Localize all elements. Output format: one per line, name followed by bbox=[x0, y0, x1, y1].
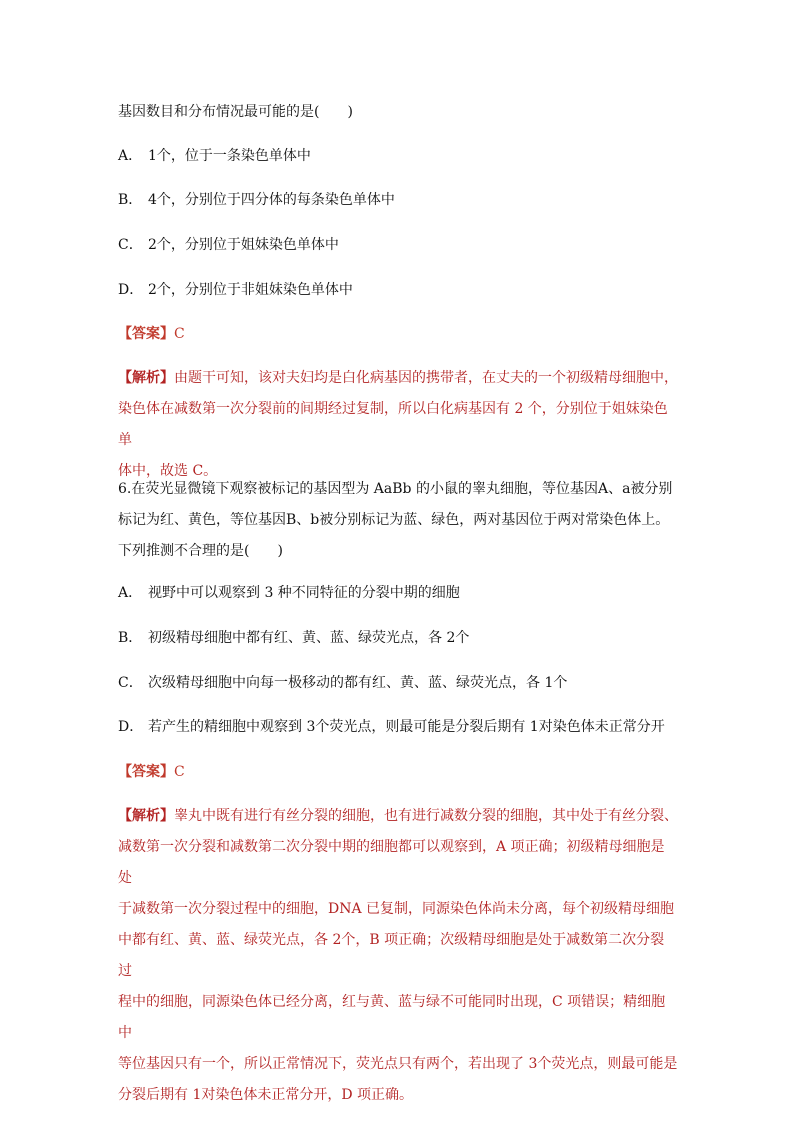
analysis-line: 体中，故选 C。 bbox=[118, 463, 218, 479]
analysis-line: 减数第一次分裂和减数第二次分裂中期的细胞都可以观察到，A 项正确；初级精母细胞是处 bbox=[118, 839, 665, 886]
option-letter: D． bbox=[118, 282, 144, 298]
analysis-line: 染色体在减数第一次分裂前的间期经过复制，所以白化病基因有 2 个，分别位于姐妹染色单 bbox=[118, 401, 668, 448]
answer-value: C bbox=[174, 326, 185, 342]
option-letter: B． bbox=[118, 192, 143, 208]
q6-stem bbox=[118, 474, 678, 567]
option-letter: B． bbox=[118, 630, 143, 646]
option-letter: A． bbox=[118, 585, 143, 601]
q6-analysis bbox=[118, 801, 678, 1111]
q6-option-d bbox=[118, 717, 665, 737]
q5-option-d bbox=[118, 280, 353, 300]
q6-answer bbox=[118, 762, 185, 782]
stem-line: 下列推测不合理的是( ) bbox=[118, 543, 283, 559]
option-text: 4个，分别位于四分体的每条染色单体中 bbox=[148, 192, 395, 208]
q6-option-a bbox=[118, 583, 460, 603]
option-text: 视野中可以观察到 3 种不同特征的分裂中期的细胞 bbox=[148, 585, 460, 601]
option-text: 若产生的精细胞中观察到 3个荧光点，则最可能是分裂后期有 1对染色体未正常分开 bbox=[148, 719, 665, 735]
analysis-line: 于减数第一次分裂过程中的细胞，DNA 已复制，同源染色体尚未分离，每个初级精母细胞 bbox=[118, 901, 675, 917]
q5-option-b bbox=[118, 190, 395, 210]
q5-answer bbox=[118, 324, 185, 344]
q5-option-a bbox=[118, 146, 311, 166]
option-text: 2个，分别位于非姐妹染色单体中 bbox=[148, 282, 353, 298]
q5-stem: 基因数目和分布情况最可能的是( ) bbox=[118, 104, 353, 120]
option-letter: A． bbox=[118, 148, 143, 164]
stem-line: 6.在荧光显微镜下观察被标记的基因型为 AaBb 的小鼠的睾丸细胞，等位基因A、a被分别 bbox=[118, 481, 673, 497]
option-letter: C． bbox=[118, 237, 143, 253]
option-text: 2个，分别位于姐妹染色单体中 bbox=[148, 237, 339, 253]
option-text: 初级精母细胞中都有红、黄、蓝、绿荧光点，各 2个 bbox=[148, 630, 470, 646]
analysis-line: 【解析】由题干可知，该对夫妇均是白化病基因的携带者，在丈夫的一个初级精母细胞中， bbox=[118, 370, 678, 386]
option-text: 次级精母细胞中向每一极移动的都有红、黄、蓝、绿荧光点，各 1个 bbox=[148, 675, 568, 691]
analysis-line: 中都有红、黄、蓝、绿荧光点，各 2个，B 项正确；次级精母细胞是处于减数第二次分裂过 bbox=[118, 932, 665, 979]
analysis-line: 程中的细胞，同源染色体已经分离，红与黄、蓝与绿不可能同时出现，C 项错误；精细胞中 bbox=[118, 994, 666, 1041]
option-text: 1个，位于一条染色单体中 bbox=[148, 148, 311, 164]
answer-label: 【答案】 bbox=[118, 326, 174, 342]
stem-line: 标记为红、黄色，等位基因B、b被分别标记为蓝、绿色，两对基因位于两对常染色体上。 bbox=[118, 512, 670, 528]
answer-value: C bbox=[174, 764, 185, 780]
answer-label: 【答案】 bbox=[118, 764, 174, 780]
analysis-label: 【解析】 bbox=[118, 370, 174, 386]
q6-option-b bbox=[118, 628, 469, 648]
q5-option-c bbox=[118, 235, 339, 255]
q6-option-c bbox=[118, 673, 567, 693]
q5-analysis bbox=[118, 363, 678, 487]
analysis-line: 等位基因只有一个，所以正常情况下，荧光点只有两个，若出现了 3个荧光点，则最可能是 bbox=[118, 1056, 678, 1072]
analysis-line: 分裂后期有 1对染色体未正常分开，D 项正确。 bbox=[118, 1087, 414, 1103]
option-letter: C． bbox=[118, 675, 143, 691]
option-letter: D． bbox=[118, 719, 144, 735]
analysis-label: 【解析】 bbox=[118, 808, 174, 824]
analysis-line: 【解析】睾丸中既有进行有丝分裂的细胞，也有进行减数分裂的细胞，其中处于有丝分裂、 bbox=[118, 808, 678, 824]
